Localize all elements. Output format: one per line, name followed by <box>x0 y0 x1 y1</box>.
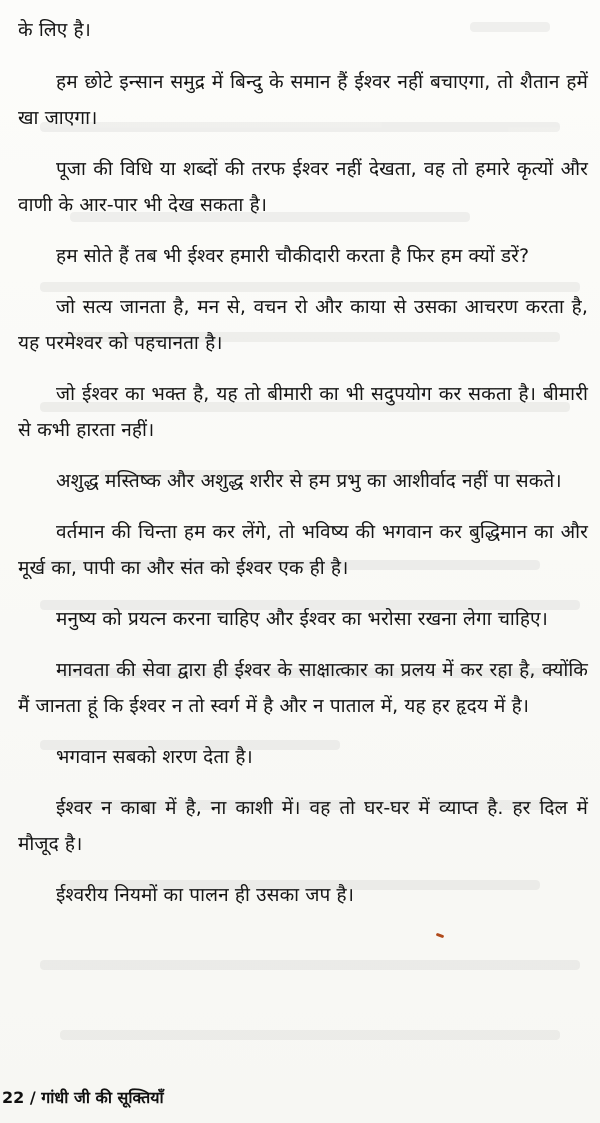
paragraph-5: जो सत्य जानता है, मन से, वचन रो और काया से उसका आचरण करता है, यह परमेश्वर को पहचानता है। <box>18 296 588 354</box>
page-body <box>18 12 588 928</box>
ink-mark <box>436 933 445 939</box>
paragraph-6: जो ईश्वर का भक्त है, यह तो बीमारी का भी सदुपयोग कर सकता है। बीमारी से कभी हारता नहीं। <box>18 383 588 441</box>
paragraph-13: ईश्वरीय नियमों का पालन ही उसका जप है। <box>56 884 355 906</box>
paragraph-4: हम सोते हैं तब भी ईश्वर हमारी चौकीदारी करता है फिर हम क्यों डरें? <box>56 245 530 267</box>
paragraph-3: पूजा की विधि या शब्दों की तरफ ईश्वर नहीं देखता, वह तो हमारे कृत्यों और वाणी के आर-पार भी देख सकता है। <box>18 158 588 216</box>
paragraph-9: मनुष्य को प्रयत्न करना चाहिए और ईश्वर का भरोसा रखना लेगा चाहिए। <box>56 608 548 630</box>
paragraph-8: वर्तमान की चिन्ता हम कर लेंगे, तो भविष्य की भगवान कर बुद्धिमान का और मूर्ख का, पापी का और संत को ईश्वर एक ही है। <box>18 521 588 579</box>
page-footer: 22 / गांधी जी की सूक्तियाँ <box>2 1088 164 1107</box>
paragraph-7: अशुद्ध मस्तिष्क और अशुद्ध शरीर से हम प्रभु का आशीर्वाद नहीं पा सकते। <box>56 470 562 492</box>
paragraph-12: ईश्वर न काबा में है, ना काशी में। वह तो घर-घर में व्याप्त है. हर दिल में मौजूद है। <box>18 797 588 855</box>
paragraph-2: हम छोटे इन्सान समुद्र में बिन्दु के समान हैं ईश्वर नहीं बचाएगा, तो शैतान हमें खा जाएगा। <box>18 71 588 129</box>
paragraph-1: के लिए है। <box>18 19 91 41</box>
paragraph-11: भगवान सबको शरण देता है। <box>56 746 253 768</box>
paragraph-10: मानवता की सेवा द्वारा ही ईश्वर के साक्षात्कार का प्रलय में कर रहा है, क्योंकि मैं जानता हूं कि ईश्वर न तो स्वर्ग में है और न पाताल में, यह हर हृदय में है। <box>18 659 588 717</box>
